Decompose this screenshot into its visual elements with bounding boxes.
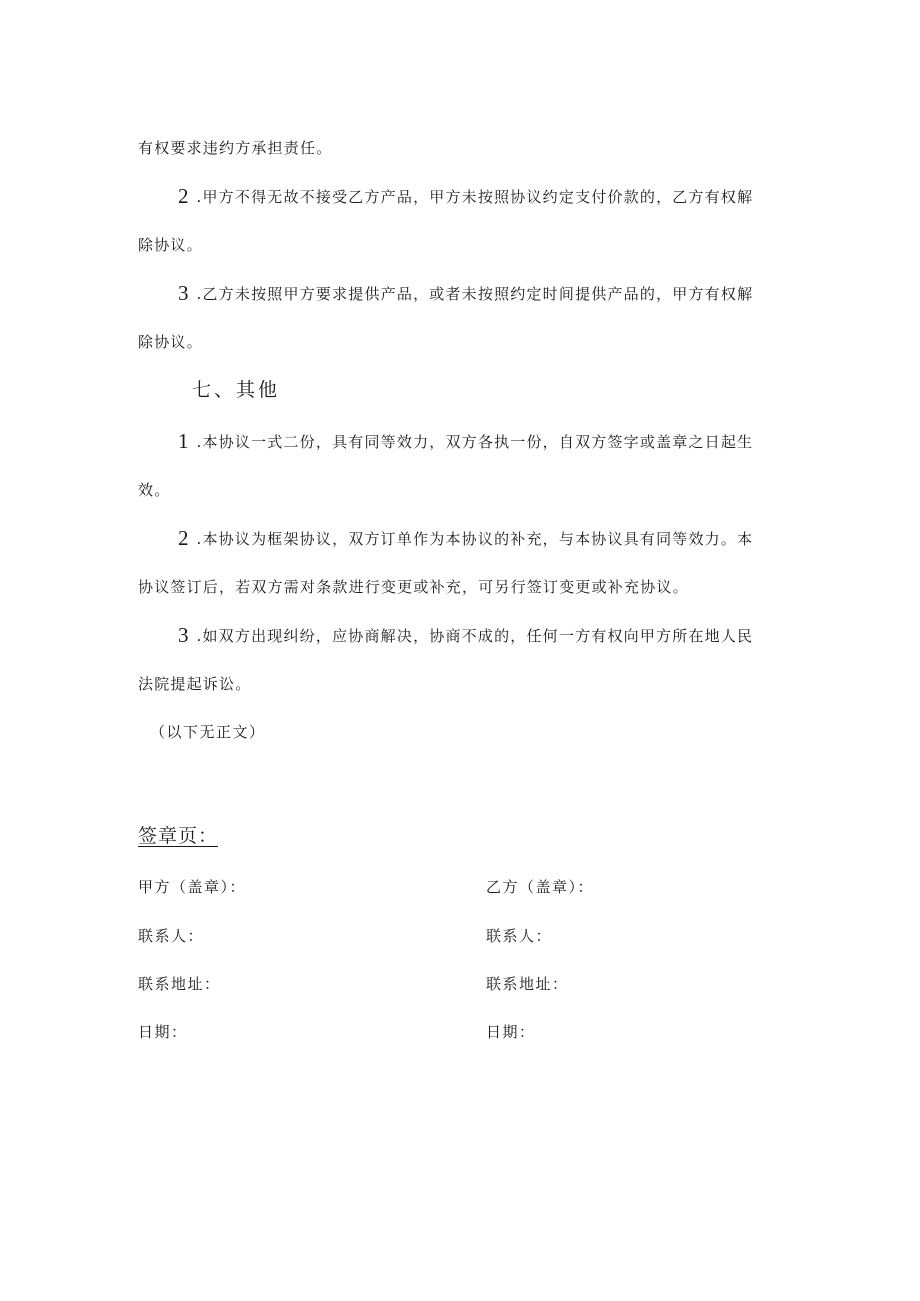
party-b-address-label: 联系地址： [486,975,569,993]
section-7-item-3-continuation [138,674,788,694]
section-7-item-2 [178,528,788,549]
clause-text: .如双方出现纠纷，应协商解决，协商不成的，任何一方有权向甲方所在地人民 [196,627,754,645]
clause-number: 2 [178,526,189,550]
clause-item-2-continuation [138,235,788,255]
clause-continuation-line [138,138,788,158]
clause-item-2 [178,186,788,207]
party-a-contact-label: 联系人： [138,927,205,945]
party-a-seal-label: 甲方（盖章）： [138,878,247,896]
clause-item-3-continuation [138,332,788,352]
clause-text: .乙方未按照甲方要求提供产品，或者未按照约定时间提供产品的，甲方有权解 [196,285,754,303]
clause-text: 效。 [138,481,171,499]
party-b-date-label: 日期： [486,1023,536,1041]
clause-text: 除协议。 [138,236,203,254]
section-7-item-2-continuation [138,577,788,597]
clause-text: 协议签订后，若双方需对条款进行变更或补充，可另行签订变更或补充协议。 [138,578,689,596]
clause-item-3 [178,283,788,304]
section-7-item-3 [178,625,788,646]
clause-text: 有权要求违约方承担责任。 [138,139,333,157]
party-a-address-label: 联系地址： [138,975,221,993]
clause-number: 2 [178,184,189,208]
clause-text: .本协议为框架协议，双方订单作为本协议的补充，与本协议具有同等效力。本 [196,530,754,548]
clause-number: 3 [178,281,189,305]
end-of-text-note: （以下无正文） [150,723,266,741]
section-heading: 七、其他 [192,379,281,401]
section-7-item-1-continuation [138,480,788,500]
party-a-date-label: 日期： [138,1023,188,1041]
section-7-item-1 [178,431,788,452]
clause-text: 除协议。 [138,333,203,351]
clause-text: .甲方不得无故不接受乙方产品，甲方未按照协议约定支付价款的，乙方有权解 [196,188,754,206]
party-b-seal-label: 乙方（盖章）： [486,878,595,896]
party-b-contact-label: 联系人： [486,927,553,945]
clause-text: 法院提起诉讼。 [138,675,252,693]
clause-number: 1 [178,429,189,453]
clause-text: .本协议一式二份，具有同等效力，双方各执一份，自双方签字或盖章之日起生 [196,433,754,451]
clause-number: 3 [178,623,189,647]
signature-page-title: 签章页： [138,825,219,847]
